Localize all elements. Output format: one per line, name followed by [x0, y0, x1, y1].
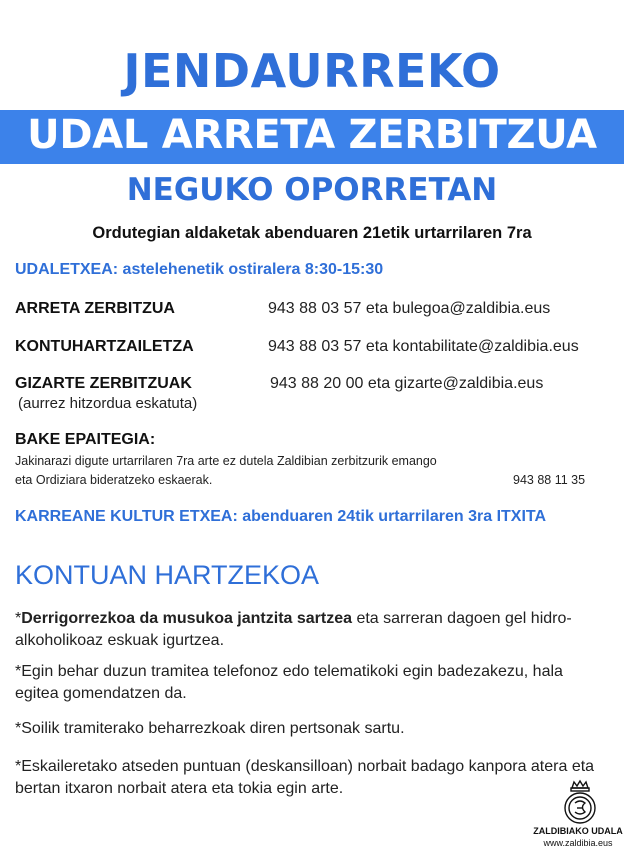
- main-title: JENDAURREKO: [123, 44, 501, 98]
- band-title: UDAL ARRETA ZERBITZUA: [27, 112, 597, 158]
- service-label-kontuhartzailetza: KONTUHARTZAILETZA: [15, 338, 194, 355]
- service-label-gizarte: GIZARTE ZERBITZUAK: [15, 375, 192, 392]
- karreane-notice: KARREANE KULTUR ETXEA: abenduaren 24tik urtarrilaren 3ra ITXITA: [15, 508, 547, 525]
- subtitle: NEGUKO OPORRETAN: [126, 172, 498, 208]
- title-band: [0, 110, 624, 164]
- zaldibia-coat-of-arms-icon: [555, 778, 605, 828]
- note-persons: *Soilik tramiterako beharrezkoak diren pertsonak sartu.: [15, 720, 405, 737]
- udaletxea-hours: UDALETXEA: astelehenetik ostiralera 8:30-15:30: [15, 261, 384, 278]
- municipality-name: ZALDIBIAKO UDALA: [533, 826, 623, 836]
- schedule-note: Ordutegian aldaketak abenduaren 21etik urtarrilaren 7ra: [92, 224, 532, 242]
- note-mask: [15, 608, 605, 652]
- bake-phone: 943 88 11 35: [513, 473, 586, 487]
- service-note-gizarte: (aurrez hitzordua eskatuta): [18, 395, 198, 412]
- note-mask-prefix: *: [15, 610, 22, 627]
- service-contact-gizarte: 943 88 20 00 eta gizarte@zaldibia.eus: [270, 375, 544, 392]
- note-mask-bold: Derrigorrezkoa da musukoa jantzita sartzea: [21, 610, 353, 627]
- note-stairs: *Eskaileretako atseden puntuan (deskansilloan) norbait badago kanpora atera eta bertan itxaron norbait atera eta tokia egin arte.: [15, 758, 595, 797]
- bake-line-1: Jakinarazi digute urtarrilaren 7ra arte ez dutela Zaldibian zerbitzurik emango: [15, 454, 437, 468]
- note-mask-rest: eta sarreran dagoen gel hidro-alkoholikoaz eskuak igurtzea.: [15, 610, 572, 649]
- bake-label: BAKE EPAITEGIA:: [15, 431, 156, 448]
- kontuan-heading: KONTUAN HARTZEKOA: [15, 560, 320, 590]
- bake-line-2: eta Ordiziara bideratzeko eskaerak.: [15, 473, 213, 487]
- service-contact-arreta: 943 88 03 57 eta bulegoa@zaldibia.eus: [268, 300, 551, 317]
- note-telematic: *Egin behar duzun tramitea telefonoz edo telematikoki egin badezakezu, hala egitea gomendatzen da.: [15, 663, 563, 702]
- service-contact-kontuhartzailetza: 943 88 03 57 eta kontabilitate@zaldibia.eus: [268, 338, 579, 355]
- municipality-website: www.zaldibia.eus: [543, 838, 613, 848]
- service-label-arreta: ARRETA ZERBITZUA: [15, 300, 175, 317]
